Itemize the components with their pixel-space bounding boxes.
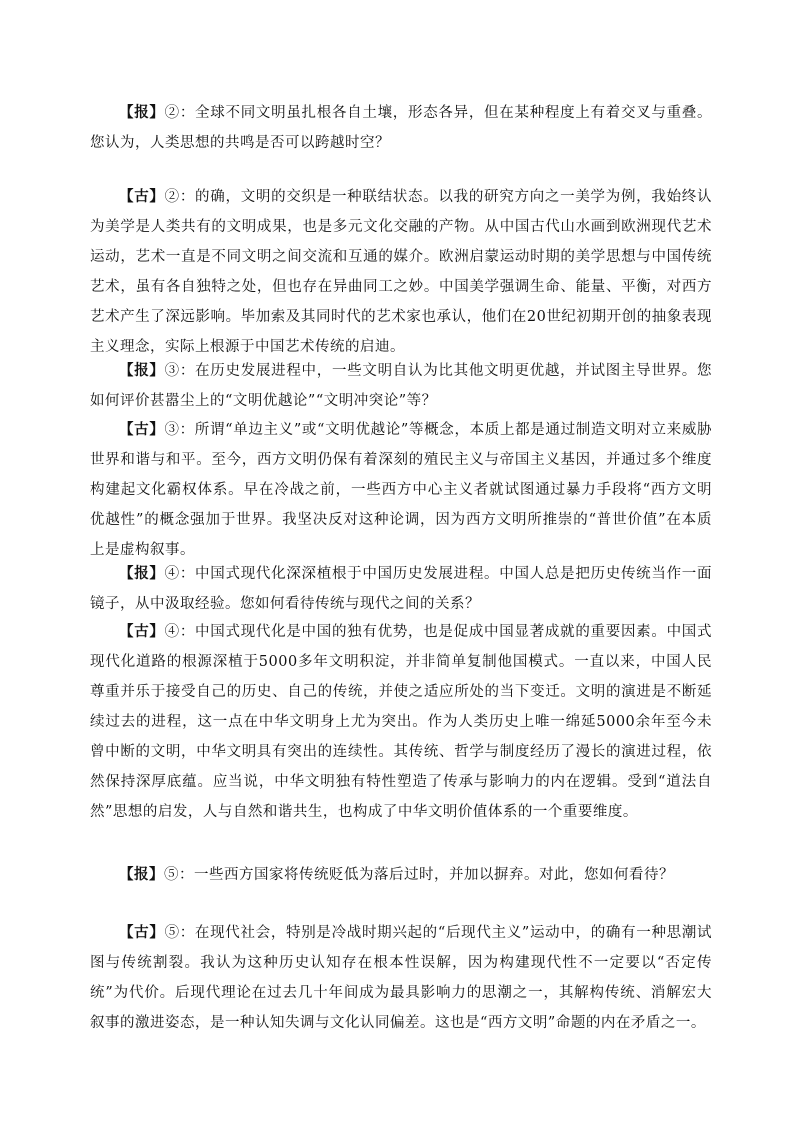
paragraph-text: ④：中国式现代化是中国的独有优势，也是促成中国显著成就的重要因素。中国式现代化道路的根源深植于5000多年文明积淀，并非简单复制他国模式。一直以来，中国人民尊重并乐于接受自己的历史、自己的传统，并使之适应所处的当下变迁。文明的演进是不断延续过去的进程，这一点在中华文明身上尤为突出。作为人类历史上唯一绵延5000余年至今未曾中断的文明，中华文明具有突出的连续性。其传统、哲学与制度经历了漫长的演进过程，依然保持深厚底蕴。应当说，中华文明独有特性塑造了传承与影响力的内在逻辑。受到“道法自然”思想的启发，人与自然和谐共生，也构成了中华文明价值体系的一个重要维度。	[90, 624, 713, 820]
speaker-label: 【古】	[119, 421, 165, 438]
paragraph-text: ⑤：一些西方国家将传统贬低为落后过时，并加以摒弃。对此，您如何看待？	[164, 867, 674, 883]
paragraph-text: ③：所谓“单边主义”或“文明优越论”等概念，本质上都是通过制造文明对立来威胁世界和谐与和平。至今，西方文明仍保有着深刻的殖民主义与帝国主义基因，并通过多个维度构建起文化霸权体系。早在冷战之前，一些西方中心主义者就试图通过暴力手段将“西方文明优越性”的概念强加于世界。我坚决反对这种论调，因为西方文明所推崇的“普世价值”在本质上是虚构叙事。	[90, 422, 713, 558]
speaker-label: 【古】	[119, 924, 165, 941]
paragraph-reporter-2	[90, 98, 712, 158]
paragraph-text: ②：的确，文明的交织是一种联结状态。以我的研究方向之一美学为例，我始终认为美学是人类共有的文明成果，也是多元文化交融的产物。从中国古代山水画到欧洲现代艺术运动，艺术一直是不同文明之间交流和互通的媒介。欧洲启蒙运动时期的美学思想与中国传统艺术，虽有各自独特之处，但也存在异曲同工之妙。中国美学强调生命、能量、平衡，对西方艺术产生了深远影响。毕加索及其同时代的艺术家也承认，他们在20世纪初期开创的抽象表现主义理念，实际上根源于中国艺术传统的启迪。	[90, 189, 713, 355]
paragraph-text: ③：在历史发展进程中，一些文明自认为比其他文明更优越，并试图主导世界。您如何评价甚嚣尘上的“文明优越论”“文明冲突论”等？	[90, 363, 713, 409]
paragraph-text: ④：中国式现代化深深植根于中国历史发展进程。中国人总是把历史传统当作一面镜子，从中汲取经验。您如何看待传统与现代之间的关系？	[90, 566, 713, 612]
paragraph-gu-4	[90, 617, 712, 827]
paragraph-reporter-5	[90, 860, 712, 890]
speaker-label: 【报】	[119, 565, 165, 582]
speaker-label: 【古】	[119, 188, 165, 205]
paragraph-gu-5	[90, 918, 712, 1038]
paragraph-gu-3	[90, 415, 712, 565]
speaker-label: 【报】	[119, 866, 164, 883]
speaker-label: 【报】	[119, 362, 165, 379]
paragraph-reporter-4	[90, 559, 712, 619]
paragraph-text: ⑤：在现代社会，特别是冷战时期兴起的“后现代主义”运动中，的确有一种思潮试图与传统割裂。我认为这种历史认知存在根本性误解，因为构建现代性不一定要以“否定传统”为代价。后现代理论在过去几十年间成为最具影响力的思潮之一，其解构传统、消解宏大叙事的激进姿态，是一种认知失调与文化认同偏差。这也是“西方文明”命题的内在矛盾之一。	[90, 925, 713, 1031]
paragraph-gu-2	[90, 182, 712, 362]
speaker-label: 【古】	[119, 623, 165, 640]
paragraph-reporter-3	[90, 356, 712, 416]
speaker-label: 【报】	[119, 104, 165, 121]
paragraph-text: ②：全球不同文明虽扎根各自土壤，形态各异，但在某种程度上有着交叉与重叠。您认为，人类思想的共鸣是否可以跨越时空？	[90, 105, 713, 151]
